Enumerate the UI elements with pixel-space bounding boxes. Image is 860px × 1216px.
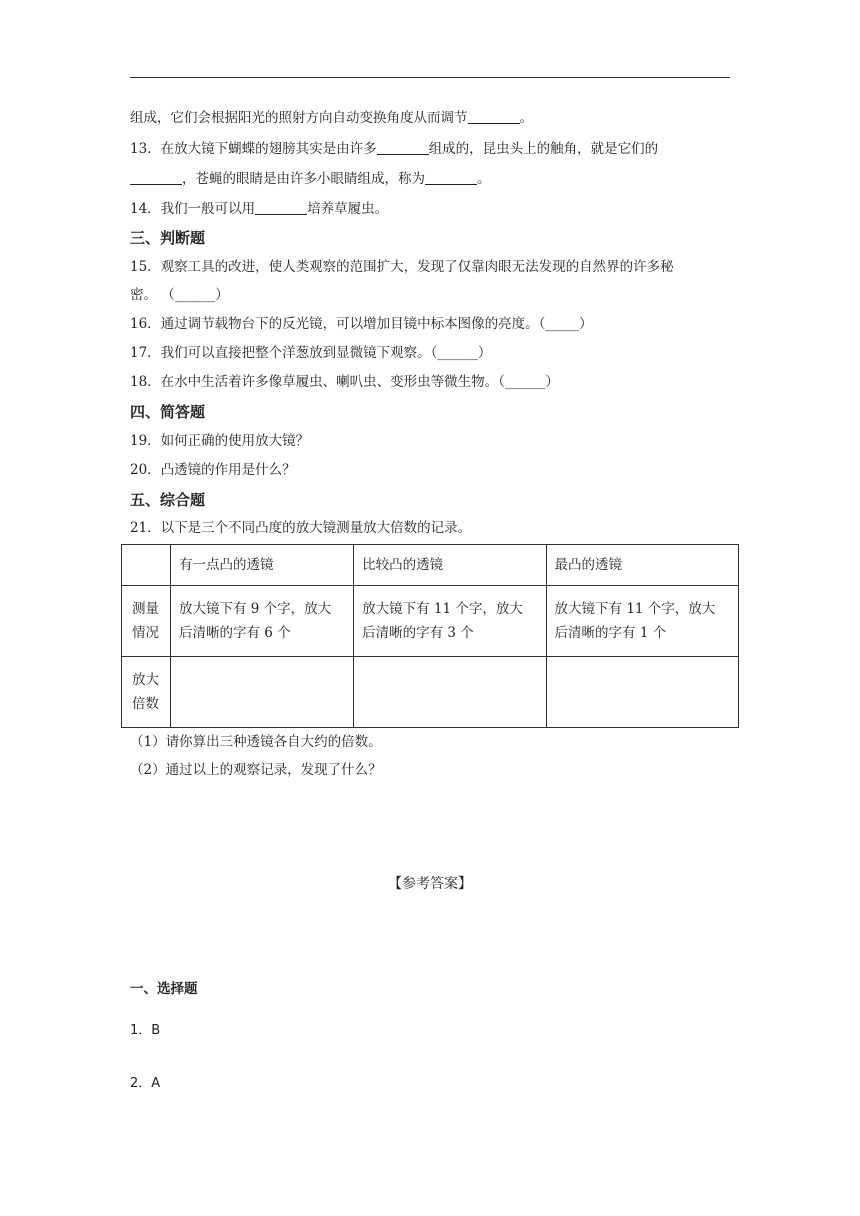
- section-title-short-answer: 四、简答题: [130, 403, 206, 421]
- lens-record-table: [121, 544, 739, 728]
- answer-blank[interactable]: [377, 140, 429, 155]
- question-17: 17．我们可以直接把整个洋葱放到显微镜下观察。（______）: [130, 345, 492, 361]
- q13-end: 。: [477, 171, 491, 187]
- q13-text: 13．在放大镜下蝴蝶的翅膀其实是由许多: [130, 141, 377, 157]
- answer-blank[interactable]: [130, 170, 182, 185]
- q12-text: 组成，它们会根据阳光的照射方向自动变换角度从而调节: [130, 110, 468, 126]
- row-label-line: 测量: [132, 601, 159, 617]
- question-15-continued: 密。 （______）: [130, 287, 229, 303]
- cell-line: 后清晰的字有 3 个: [362, 625, 474, 641]
- answer-blank[interactable]: [255, 200, 307, 215]
- answer-section-title: 一、选择题: [130, 981, 198, 997]
- q14-end: 培养草履虫。: [307, 201, 389, 217]
- cell-line: 后清晰的字有 1 个: [554, 625, 667, 641]
- answer-2: 2．A: [130, 1076, 161, 1091]
- question-12-continued: [130, 108, 533, 128]
- question-14: [130, 199, 388, 219]
- answer-cell[interactable]: [171, 657, 354, 728]
- answer-cell[interactable]: [354, 657, 546, 728]
- question-20: 20．凸透镜的作用是什么？: [130, 462, 296, 478]
- table-cell: [354, 586, 546, 657]
- table-row-measurement: [122, 586, 739, 657]
- table-corner-cell: [122, 545, 171, 586]
- question-19: 19．如何正确的使用放大镜？: [130, 433, 310, 449]
- question-16: 16．通过调节载物台下的反光镜，可以增加目镜中标本图像的亮度。（_____）: [130, 316, 593, 332]
- question-21: 21．以下是三个不同凸度的放大镜测量放大倍数的记录。: [130, 520, 472, 536]
- question-18: 18．在水中生活着许多像草履虫、喇叭虫、变形虫等微生物。（______）: [130, 374, 559, 390]
- answer-1: 1．B: [130, 1023, 161, 1038]
- answer-key-title: 【参考答案】: [388, 876, 472, 892]
- section-title-comprehensive: 五、综合题: [130, 491, 206, 509]
- row-label-measurement: [122, 586, 171, 657]
- table-row-magnification: [122, 657, 739, 728]
- question-13: [130, 139, 658, 159]
- sub-question-1: （1）请你算出三种透镜各自大约的倍数。: [130, 734, 382, 750]
- row-label-line: 情况: [132, 625, 159, 641]
- q13-text-2: 组成的，昆虫头上的触角，就是它们的: [428, 141, 659, 157]
- cell-line: 后清晰的字有 6 个: [179, 625, 291, 641]
- cell-line: 放大镜下有 9 个字，放大: [179, 601, 332, 617]
- table-header-row: [122, 545, 739, 586]
- row-label-line: 放大: [132, 672, 159, 688]
- sub-question-2: （2）通过以上的观察记录，发现了什么？: [130, 762, 382, 778]
- answer-blank[interactable]: [468, 109, 520, 124]
- table-cell: [546, 586, 738, 657]
- question-15: 15．观察工具的改进，使人类观察的范围扩大，发现了仅靠肉眼无法发现的自然界的许多秘: [130, 259, 674, 275]
- answer-blank[interactable]: [425, 170, 477, 185]
- section-title-judgement: 三、判断题: [130, 229, 206, 247]
- table-header-cell: 最凸的透镜: [546, 545, 738, 586]
- question-13-continued: [130, 169, 491, 189]
- row-label-magnification: [122, 657, 171, 728]
- header-rule: [130, 77, 730, 78]
- table-header-cell: 有一点凸的透镜: [171, 545, 354, 586]
- q12-end: 。: [519, 110, 533, 126]
- cell-line: 放大镜下有 11 个字，放大: [362, 601, 523, 617]
- q14-text: 14．我们一般可以用: [130, 201, 256, 217]
- table-cell: [171, 586, 354, 657]
- q13-text-3: ，苍蝇的眼睛是由许多小眼睛组成，称为: [182, 171, 425, 187]
- cell-line: 放大镜下有 11 个字，放大: [554, 601, 716, 617]
- row-label-line: 倍数: [132, 696, 159, 712]
- table-header-cell: 比较凸的透镜: [354, 545, 546, 586]
- answer-cell[interactable]: [546, 657, 738, 728]
